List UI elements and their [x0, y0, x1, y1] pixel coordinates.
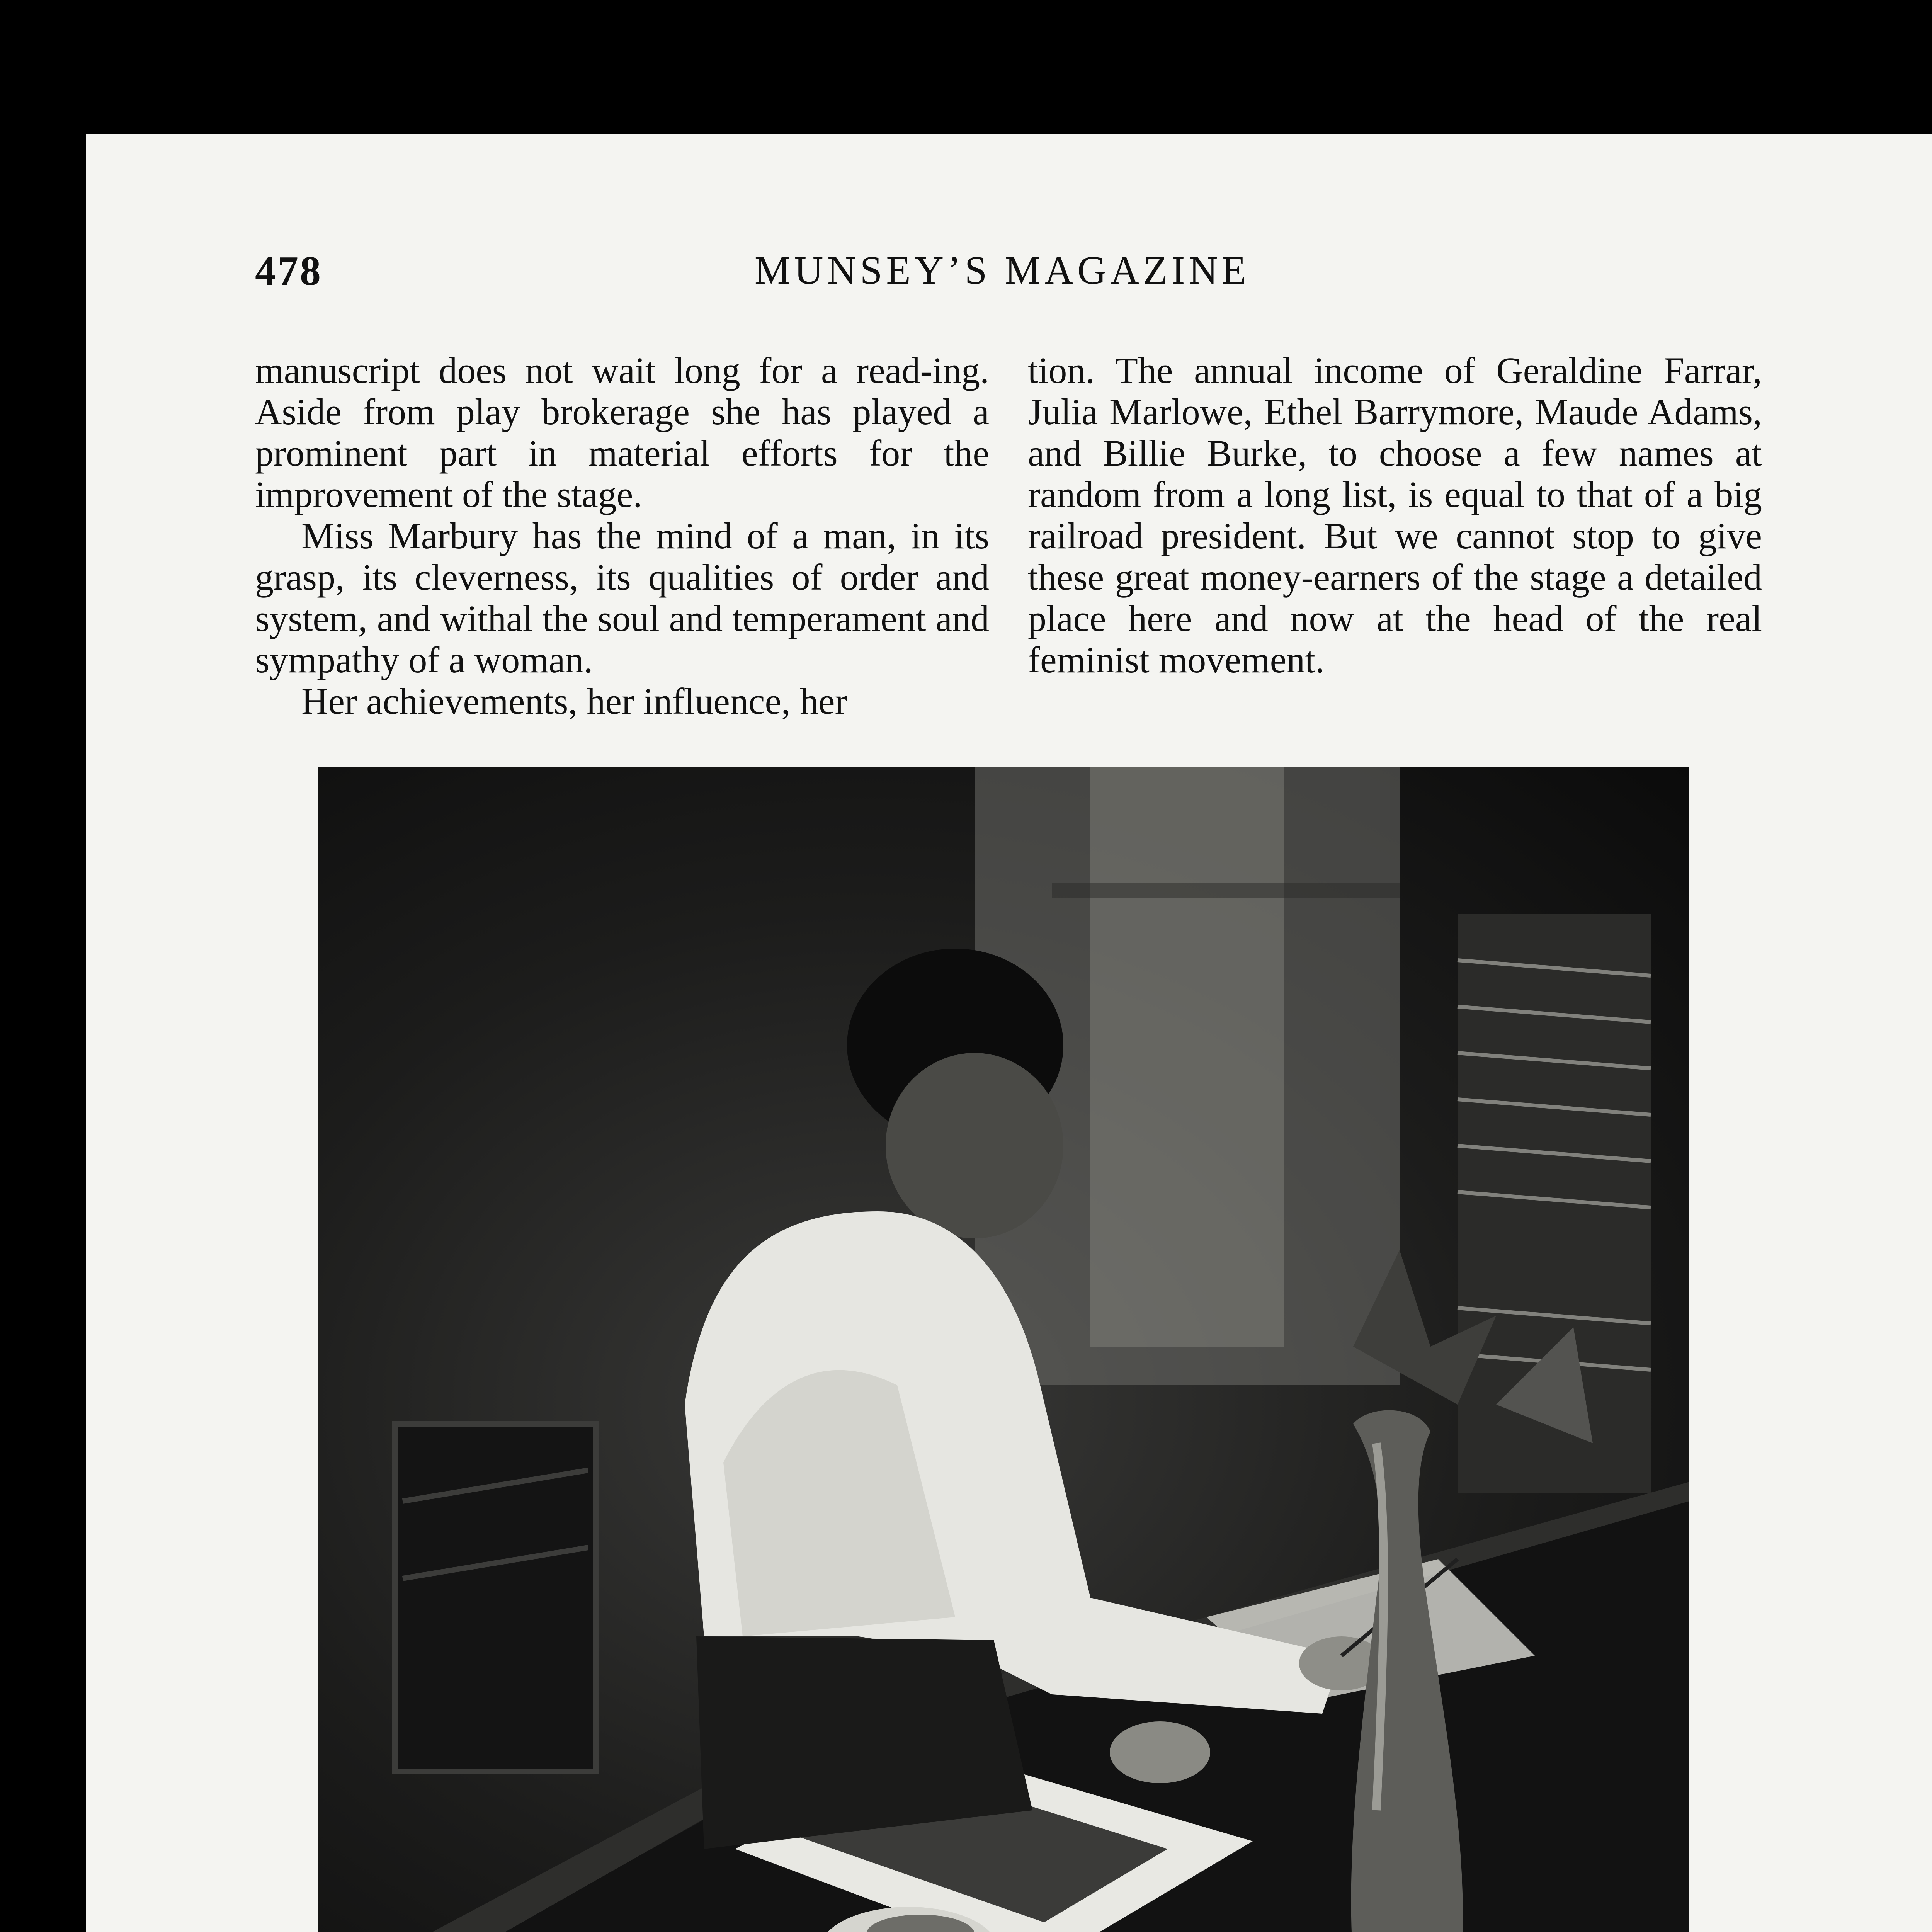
paragraph: Miss Marbury has the mind of a man, in its grasp, its cleverness, its qualities of order and system, and withal the soul and temperament and sympathy of a woman.	[255, 515, 989, 680]
top-right-column	[1028, 350, 1762, 680]
running-head	[255, 247, 1750, 309]
paragraph: tion. The annual income of Geraldine Farrar, Julia Marlowe, Ethel Barrymore, Maude Adams, and Billie Burke, to choose a few names at random from a long list, is equal to that of a big railroad president. But we cannot stop to give these great money-earners of the stage a detailed place here and now at the head of the real feminist movement.	[1028, 350, 1762, 680]
magazine-title: MUNSEY’S MAGAZINE	[754, 248, 1250, 293]
page-number: 478	[255, 248, 322, 294]
portrait-photo	[318, 767, 1689, 1932]
woman-at-desk-illustration	[318, 767, 1689, 1932]
paragraph: Her achievements, her influence, her	[301, 680, 847, 722]
paragraph: manuscript does not wait long for a read-ing. Aside from play brokerage she has played a prominent part in material efforts for the improvement of the stage.	[255, 350, 989, 515]
top-left-column	[255, 350, 989, 722]
